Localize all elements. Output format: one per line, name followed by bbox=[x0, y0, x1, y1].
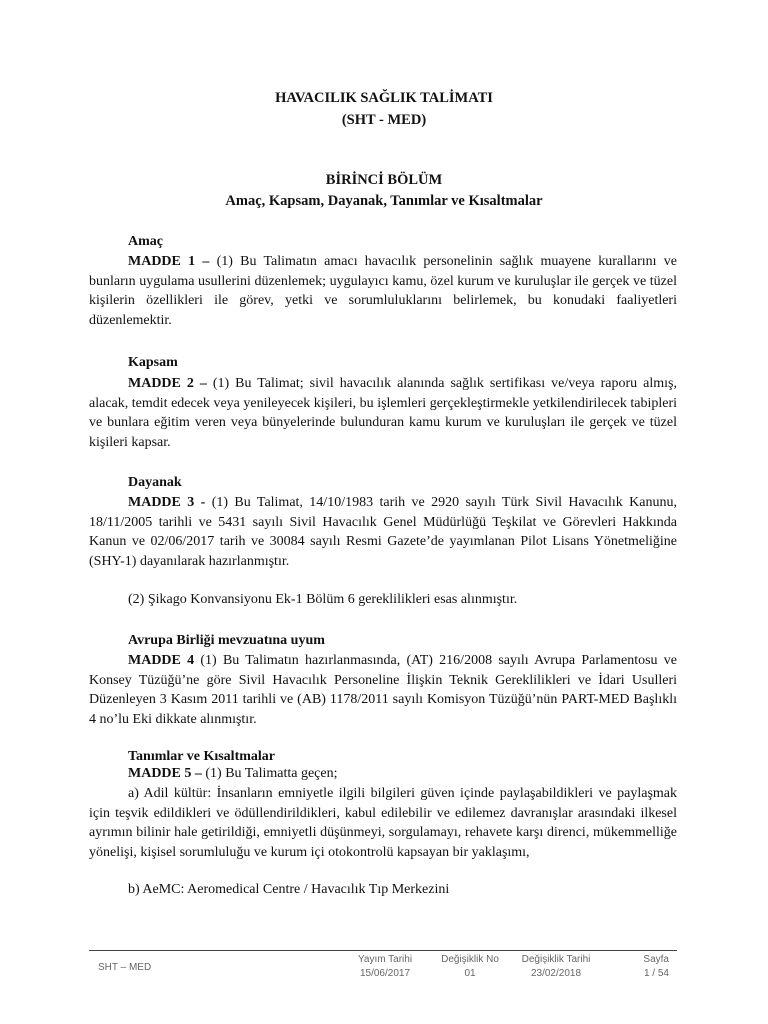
article-5-text: (1) Bu Talimatta geçen; bbox=[201, 766, 338, 781]
footer-change-date-value: 23/02/2018 bbox=[530, 968, 582, 979]
article-1-text: (1) Bu Talimatın amacı havacılık personelinin sağlık muayene kurallarını ve bunların uygulama usullerini düzenlemek; uygulayıcı kamu, özel kurum ve kuruluşlar ile gerçek ve tüzel kişilerin özellikleri ile görev, yetki ve sorumluluklarını belirlemek, bu konudaki faaliyetleri düzenlemektir. bbox=[89, 254, 677, 328]
section-subtitle: Amaç, Kapsam, Dayanak, Tanımlar ve Kısaltmalar bbox=[225, 193, 543, 209]
article-2-paragraph bbox=[89, 374, 677, 452]
article-1-paragraph bbox=[89, 252, 677, 330]
heading-amac: Amaç bbox=[128, 234, 163, 249]
article-3-paragraph bbox=[89, 493, 677, 571]
section-title: BİRİNCİ BÖLÜM bbox=[325, 172, 443, 188]
article-4-paragraph bbox=[89, 651, 677, 729]
heading-kapsam: Kapsam bbox=[128, 355, 178, 370]
article-2-text: (1) Bu Talimat; sivil havacılık alanında sağlık sertifikası ve/veya raporu almış, alacak, temdit edecek veya yenileyecek kişileri, bu işlemleri gerçekleştirmekle yetkilendirilecek tabipleri ve bunlara eğitim veren veya bünyelerinde bulunduran kamu kurum ve kuruluşları ile gerçek ve tüzel kişileri kapsar. bbox=[89, 376, 677, 450]
document-code-title: (SHT - MED) bbox=[341, 112, 427, 128]
footer-page-label: Sayfa bbox=[643, 954, 669, 965]
footer-change-date-label: Değişiklik Tarihi bbox=[521, 954, 591, 965]
article-5-paragraph bbox=[89, 764, 677, 784]
footer-publish-value: 15/06/2017 bbox=[359, 968, 411, 979]
heading-tanimlar: Tanımlar ve Kısaltmalar bbox=[128, 749, 275, 764]
article-5-number: MADDE 5 – bbox=[128, 766, 202, 781]
footer-change-no-value: 01 bbox=[464, 968, 476, 979]
article-5-item-b: b) AeMC: Aeromedical Centre / Havacılık Tıp Merkezini bbox=[128, 882, 450, 897]
article-1-number: MADDE 1 – bbox=[128, 254, 210, 269]
article-3-number: MADDE 3 - bbox=[128, 495, 206, 510]
footer-publish-label: Yayım Tarihi bbox=[357, 954, 413, 965]
article-3-text: (1) Bu Talimat, 14/10/1983 tarih ve 2920 sayılı Türk Sivil Havacılık Kanunu, 18/11/2005 tarihli ve 5431 sayılı Sivil Havacılık Genel Müdürlüğü Teşkilat ve Görevleri Hakkında Kanun ve 02/06/2017 tarih ve 30084 sayılı Resmi Gazete’de yayımlanan Pilot Lisans Yönetmeliğine (SHY-1) dayanılarak hazırlanmıştır. bbox=[89, 495, 677, 569]
article-4-number: MADDE 4 bbox=[128, 653, 195, 668]
footer-doc-code: SHT – MED bbox=[98, 962, 152, 973]
heading-avrupa: Avrupa Birliği mevzuatına uyum bbox=[128, 633, 325, 648]
article-5-item-a bbox=[89, 784, 677, 862]
heading-dayanak: Dayanak bbox=[128, 475, 182, 490]
article-5-item-a-text: a) Adil kültür: İnsanların emniyetle ilgili bilgileri güven içinde paylaşabildikleri ve paylaşmak için teşvik edildikleri ve ödüllendirildikleri, kabul edilebilir ve edilemez davranışlar arasındaki ilkesel ayrımın bilinir hale getirildiği, emniyetli düşünmeyi, sorgulamayı, rehavete karşı direnci, mükemmelliğe yönelişi, kişisel sorumluluğu ve kurum içi otokontrolü kapsayan bir yaklaşımı, bbox=[89, 786, 677, 860]
footer-change-no-label: Değişiklik No bbox=[441, 954, 499, 965]
article-3-item-2: (2) Şikago Konvansiyonu Ek-1 Bölüm 6 gereklilikleri esas alınmıştır. bbox=[128, 592, 518, 607]
footer-divider bbox=[89, 950, 677, 951]
footer-page-value: 1 / 54 bbox=[643, 968, 669, 979]
article-2-number: MADDE 2 – bbox=[128, 376, 207, 391]
article-4-text: (1) Bu Talimatın hazırlanmasında, (AT) 216/2008 sayılı Avrupa Parlamentosu ve Konsey Tüzüğü’ne göre Sivil Havacılık Personeline İlişkin Teknik Gereklilikleri ve İdari Usulleri Düzenleyen 3 Kasım 2011 tarihli ve (AB) 1178/2011 sayılı Komisyon Tüzüğü’nün PART-MED Başlıklı 4 no’lu Eki dikkate alınmıştır. bbox=[89, 653, 677, 727]
document-title: HAVACILIK SAĞLIK TALİMATI bbox=[275, 90, 493, 106]
